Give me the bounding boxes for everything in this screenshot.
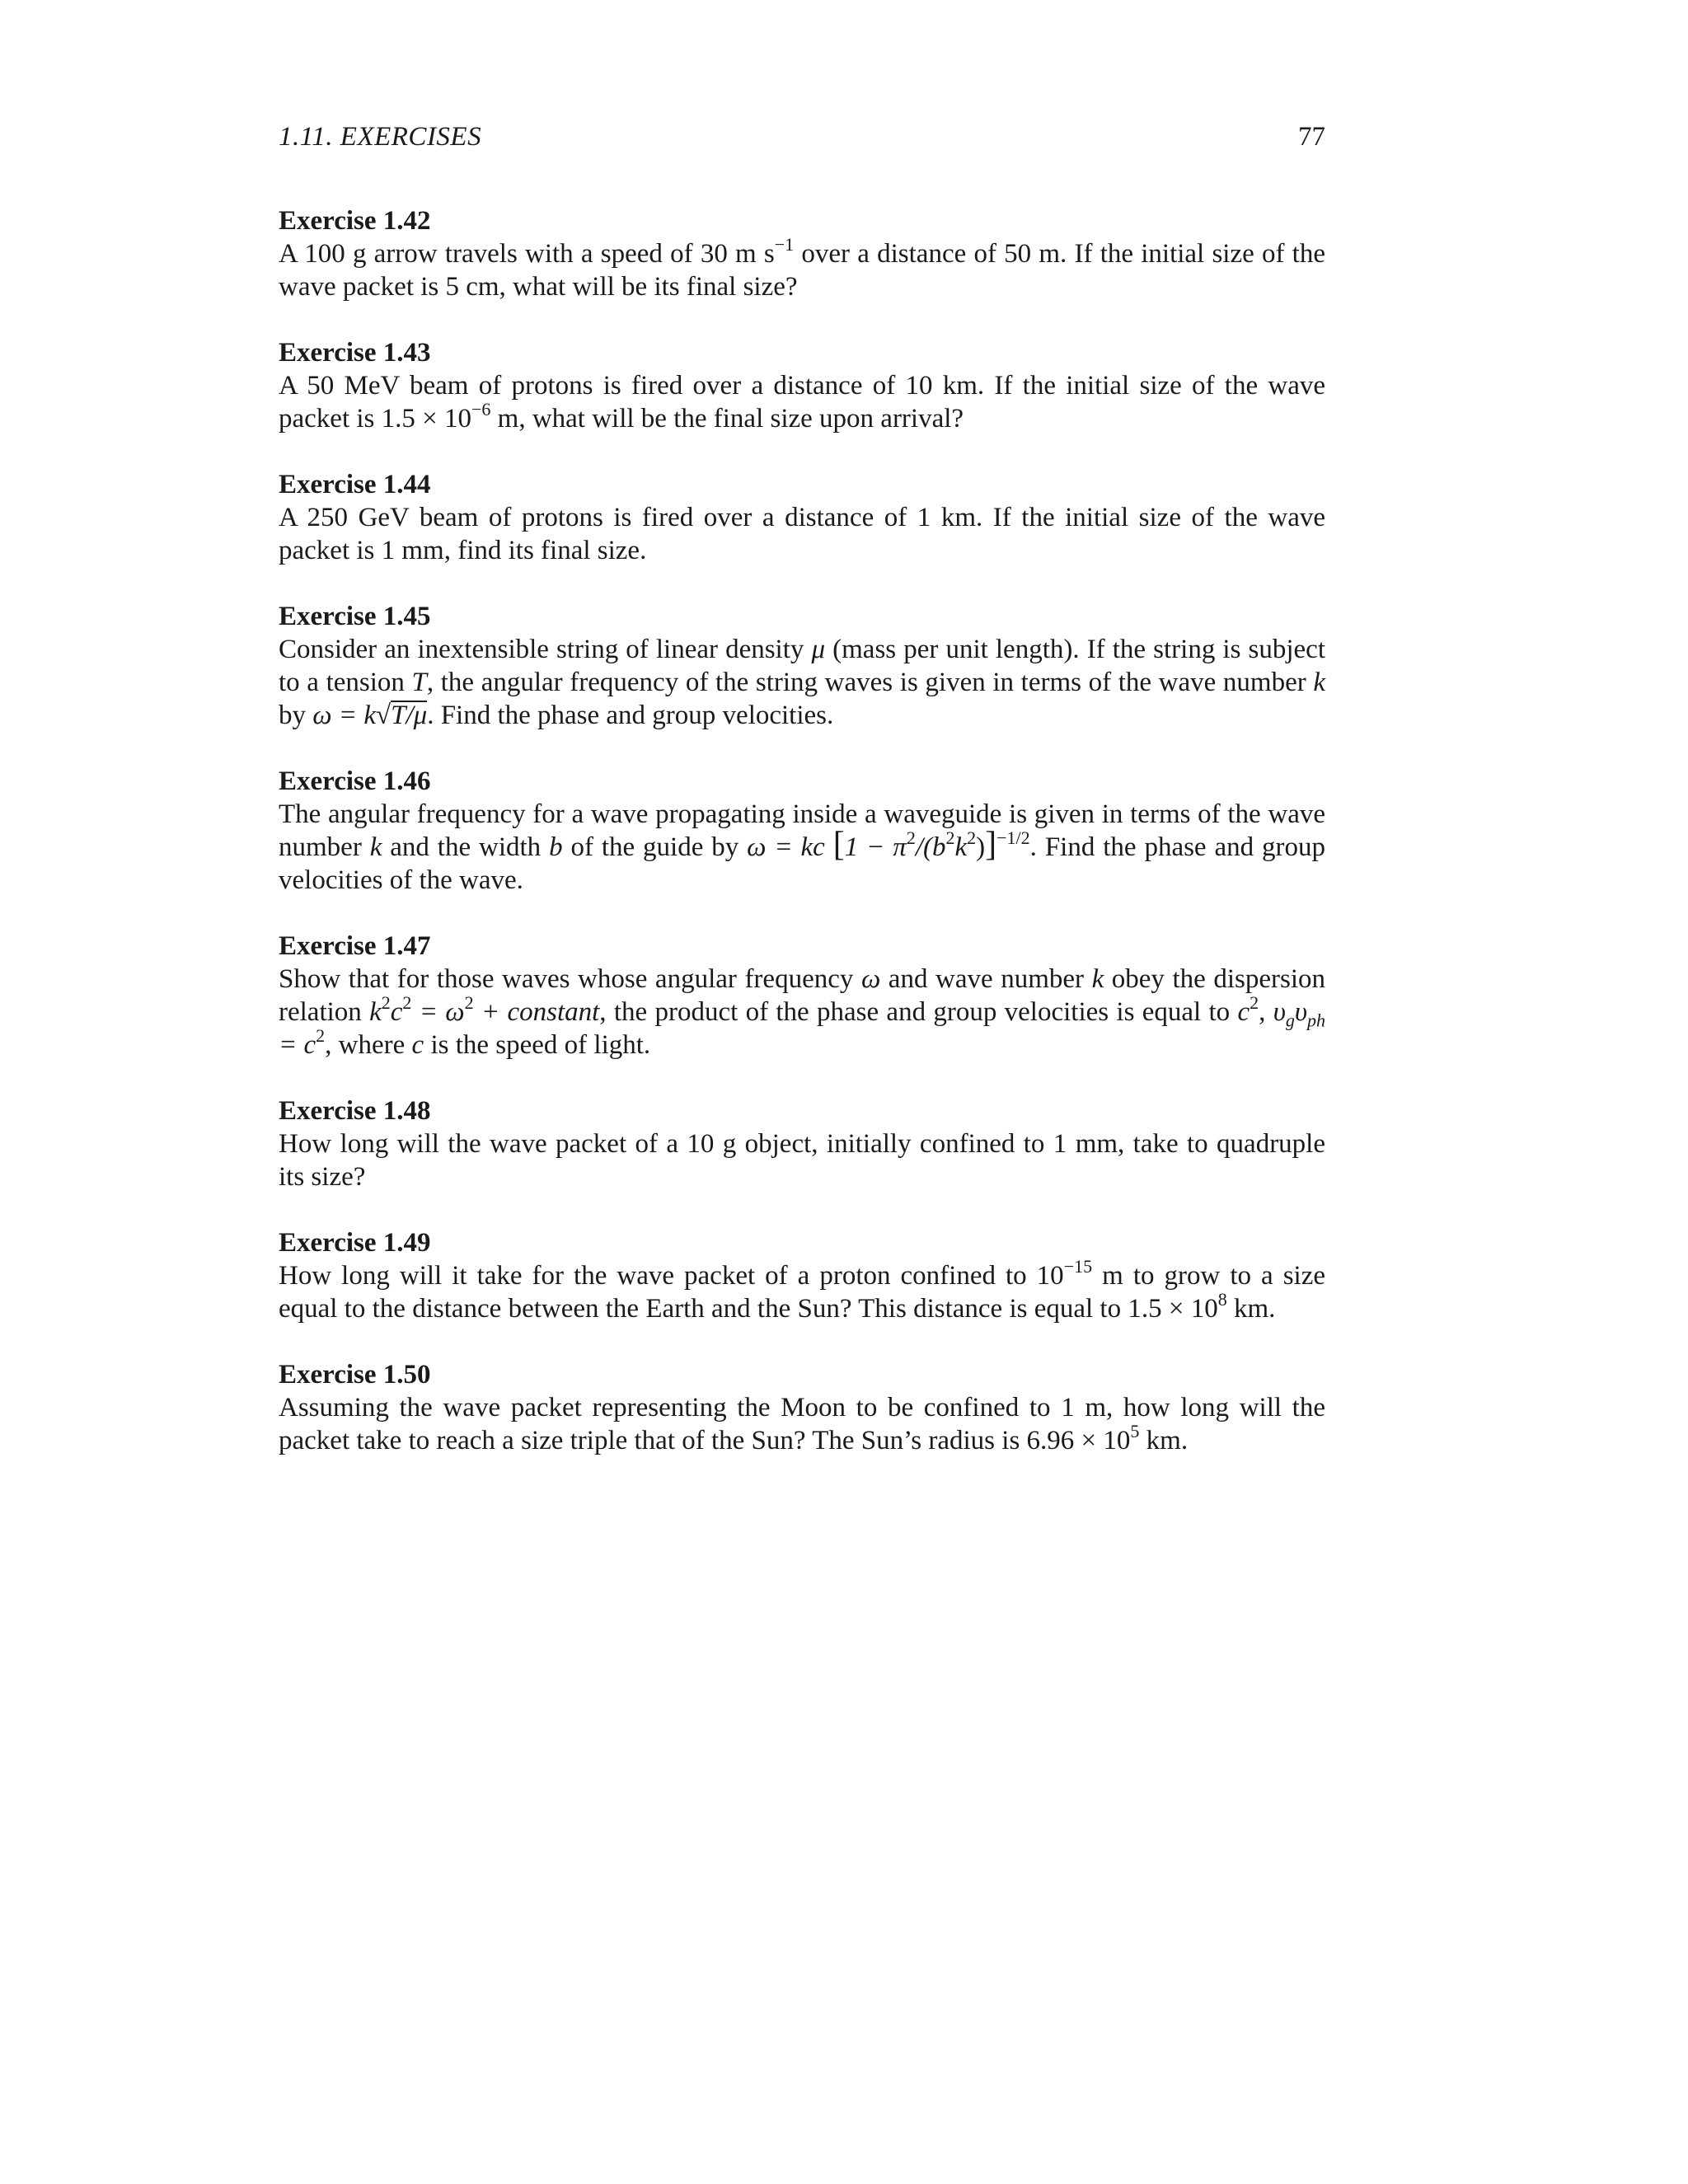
superscript: 2 (381, 992, 391, 1013)
text-run: How long will it take for the wave packet of a proton confined to 10 (279, 1261, 1064, 1291)
exercise-1-48 (279, 1094, 1325, 1193)
text-run: A 100 g arrow travels with a speed of 30 m s (279, 239, 775, 269)
subscript: g (1285, 1010, 1295, 1031)
exercise-1-44 (279, 468, 1325, 567)
superscript: −6 (471, 399, 491, 419)
exercise-title: Exercise 1.45 (279, 602, 431, 631)
exercise-title: Exercise 1.48 (279, 1096, 431, 1126)
left-bracket: [ (832, 826, 845, 864)
math-symbol: μ (811, 635, 826, 664)
superscript: −1/2 (996, 827, 1030, 848)
math-symbol: k (1091, 964, 1104, 994)
exercise-title: Exercise 1.50 (279, 1360, 431, 1390)
math-symbol: c (411, 1030, 424, 1060)
math-expression: ω = kc (747, 832, 825, 862)
exercise-text (279, 633, 1325, 732)
exercise-title: Exercise 1.44 (279, 470, 431, 499)
sqrt-sign: √ (375, 701, 392, 730)
math-symbol: ω (860, 964, 881, 994)
math-symbol: υ (1273, 997, 1286, 1027)
text-run: and the width (382, 832, 550, 862)
math-expression: + constant (473, 997, 600, 1027)
superscript: 5 (1130, 1421, 1140, 1441)
exercise-title: Exercise 1.49 (279, 1228, 431, 1258)
text-run: km. (1139, 1426, 1189, 1455)
right-bracket: ] (985, 826, 997, 864)
math-expression: ) (976, 832, 986, 862)
text-run: is the speed of light. (424, 1030, 651, 1060)
superscript: 2 (464, 992, 474, 1013)
math-expression: 1 − π (844, 832, 907, 862)
running-head (279, 122, 1325, 171)
superscript: 2 (906, 827, 916, 848)
superscript: 2 (1250, 992, 1259, 1013)
superscript: −1 (774, 234, 795, 255)
math-expression: = c (279, 1030, 316, 1060)
exercise-1-50 (279, 1358, 1325, 1457)
math-expression: /(b (915, 832, 946, 862)
exercise-1-42 (279, 204, 1325, 303)
superscript: −15 (1063, 1256, 1093, 1277)
exercise-title: Exercise 1.47 (279, 931, 431, 961)
exercise-title: Exercise 1.43 (279, 338, 431, 368)
exercise-1-49 (279, 1226, 1325, 1325)
page-number: 77 (1298, 122, 1325, 152)
math-symbol: k (1313, 668, 1325, 697)
text-run: m to grow to a size equal to the distance between the Earth and the Sun? This distance is equal to 1.5 × 10 (279, 1261, 1325, 1324)
math-symbol: c (390, 997, 403, 1027)
exercise-1-47 (279, 930, 1325, 1062)
exercise-text (279, 369, 1325, 435)
exercise-text (279, 963, 1325, 1062)
math-symbol: c (1237, 997, 1250, 1027)
text-run: . Find the phase and group velocities. (427, 701, 834, 730)
exercise-text (279, 1256, 1325, 1325)
superscript: 2 (402, 992, 412, 1013)
text-run: km. (1226, 1294, 1276, 1324)
text-run: Show that for those waves whose angular frequency (279, 964, 861, 994)
math-expression: = ω (411, 997, 465, 1027)
page (279, 122, 1325, 1457)
text-run: by (279, 701, 313, 730)
superscript: 2 (945, 827, 955, 848)
text-run: over a distance of 50 m. If the initial size of the wave packet is 5 cm, what will be its final size? (279, 239, 1325, 302)
exercise-text (279, 501, 1325, 567)
math-expression: ω = k (312, 701, 376, 730)
text-run: . Find the phase and group velocities of the wave. (279, 832, 1325, 895)
math-symbol: k (369, 832, 382, 862)
text-run: (mass per unit length). If the string is subject to a tension (279, 635, 1325, 697)
text-run: , the angular frequency of the string waves is given in terms of the wave number (426, 668, 1314, 697)
exercise-title: Exercise 1.42 (279, 206, 431, 236)
exercise-1-46 (279, 765, 1325, 897)
math-symbol: b (549, 832, 563, 862)
text-run: A 250 GeV beam of protons is fired over a distance of 1 km. If the initial size of the wave packet is 1 mm, find its final size. (279, 503, 1325, 565)
math-symbol: υ (1294, 997, 1307, 1027)
text-run: How long will the wave packet of a 10 g object, initially confined to 1 mm, take to quadruple its size? (279, 1129, 1325, 1192)
section-title: 1.11. EXERCISES (279, 122, 482, 152)
text-run: , the product of the phase and group velocities is equal to (599, 997, 1238, 1027)
text-run: , (1259, 997, 1273, 1027)
text-run: Assuming the wave packet representing the Moon to be confined to 1 m, how long will the packet take to reach a size triple that of the Sun? The Sun’s radius is 6.96 × 10 (279, 1393, 1325, 1455)
sqrt-radicand: T/μ (391, 701, 428, 730)
exercise-text (279, 1391, 1325, 1457)
exercise-text (279, 798, 1325, 897)
exercise-text (279, 1127, 1325, 1193)
text-run: and wave number (880, 964, 1092, 994)
exercise-title: Exercise 1.46 (279, 766, 431, 796)
text-run: , where (325, 1030, 412, 1060)
text-run: of the guide by (562, 832, 748, 862)
superscript: 2 (967, 827, 977, 848)
superscript: 2 (316, 1025, 326, 1046)
exercise-text (279, 234, 1325, 303)
math-symbol: k (369, 997, 382, 1027)
math-symbol: k (954, 832, 968, 862)
text-run: A 50 MeV beam of protons is fired over a distance of 10 km. If the initial size of the wave packet is 1.5 × 10 (279, 371, 1325, 434)
exercise-1-45 (279, 600, 1325, 732)
exercise-1-43 (279, 336, 1325, 435)
text-run: The angular frequency for a wave propagating inside a waveguide is given in terms of the wave number (279, 799, 1325, 862)
text-run: m, what will be the final size upon arrival? (490, 404, 964, 434)
superscript: 8 (1217, 1289, 1227, 1310)
math-symbol: T (411, 668, 427, 697)
subscript: ph (1307, 1010, 1325, 1031)
text-run: Consider an inextensible string of linear density (279, 635, 812, 664)
text-run: obey the dispersion relation (279, 964, 1326, 1027)
